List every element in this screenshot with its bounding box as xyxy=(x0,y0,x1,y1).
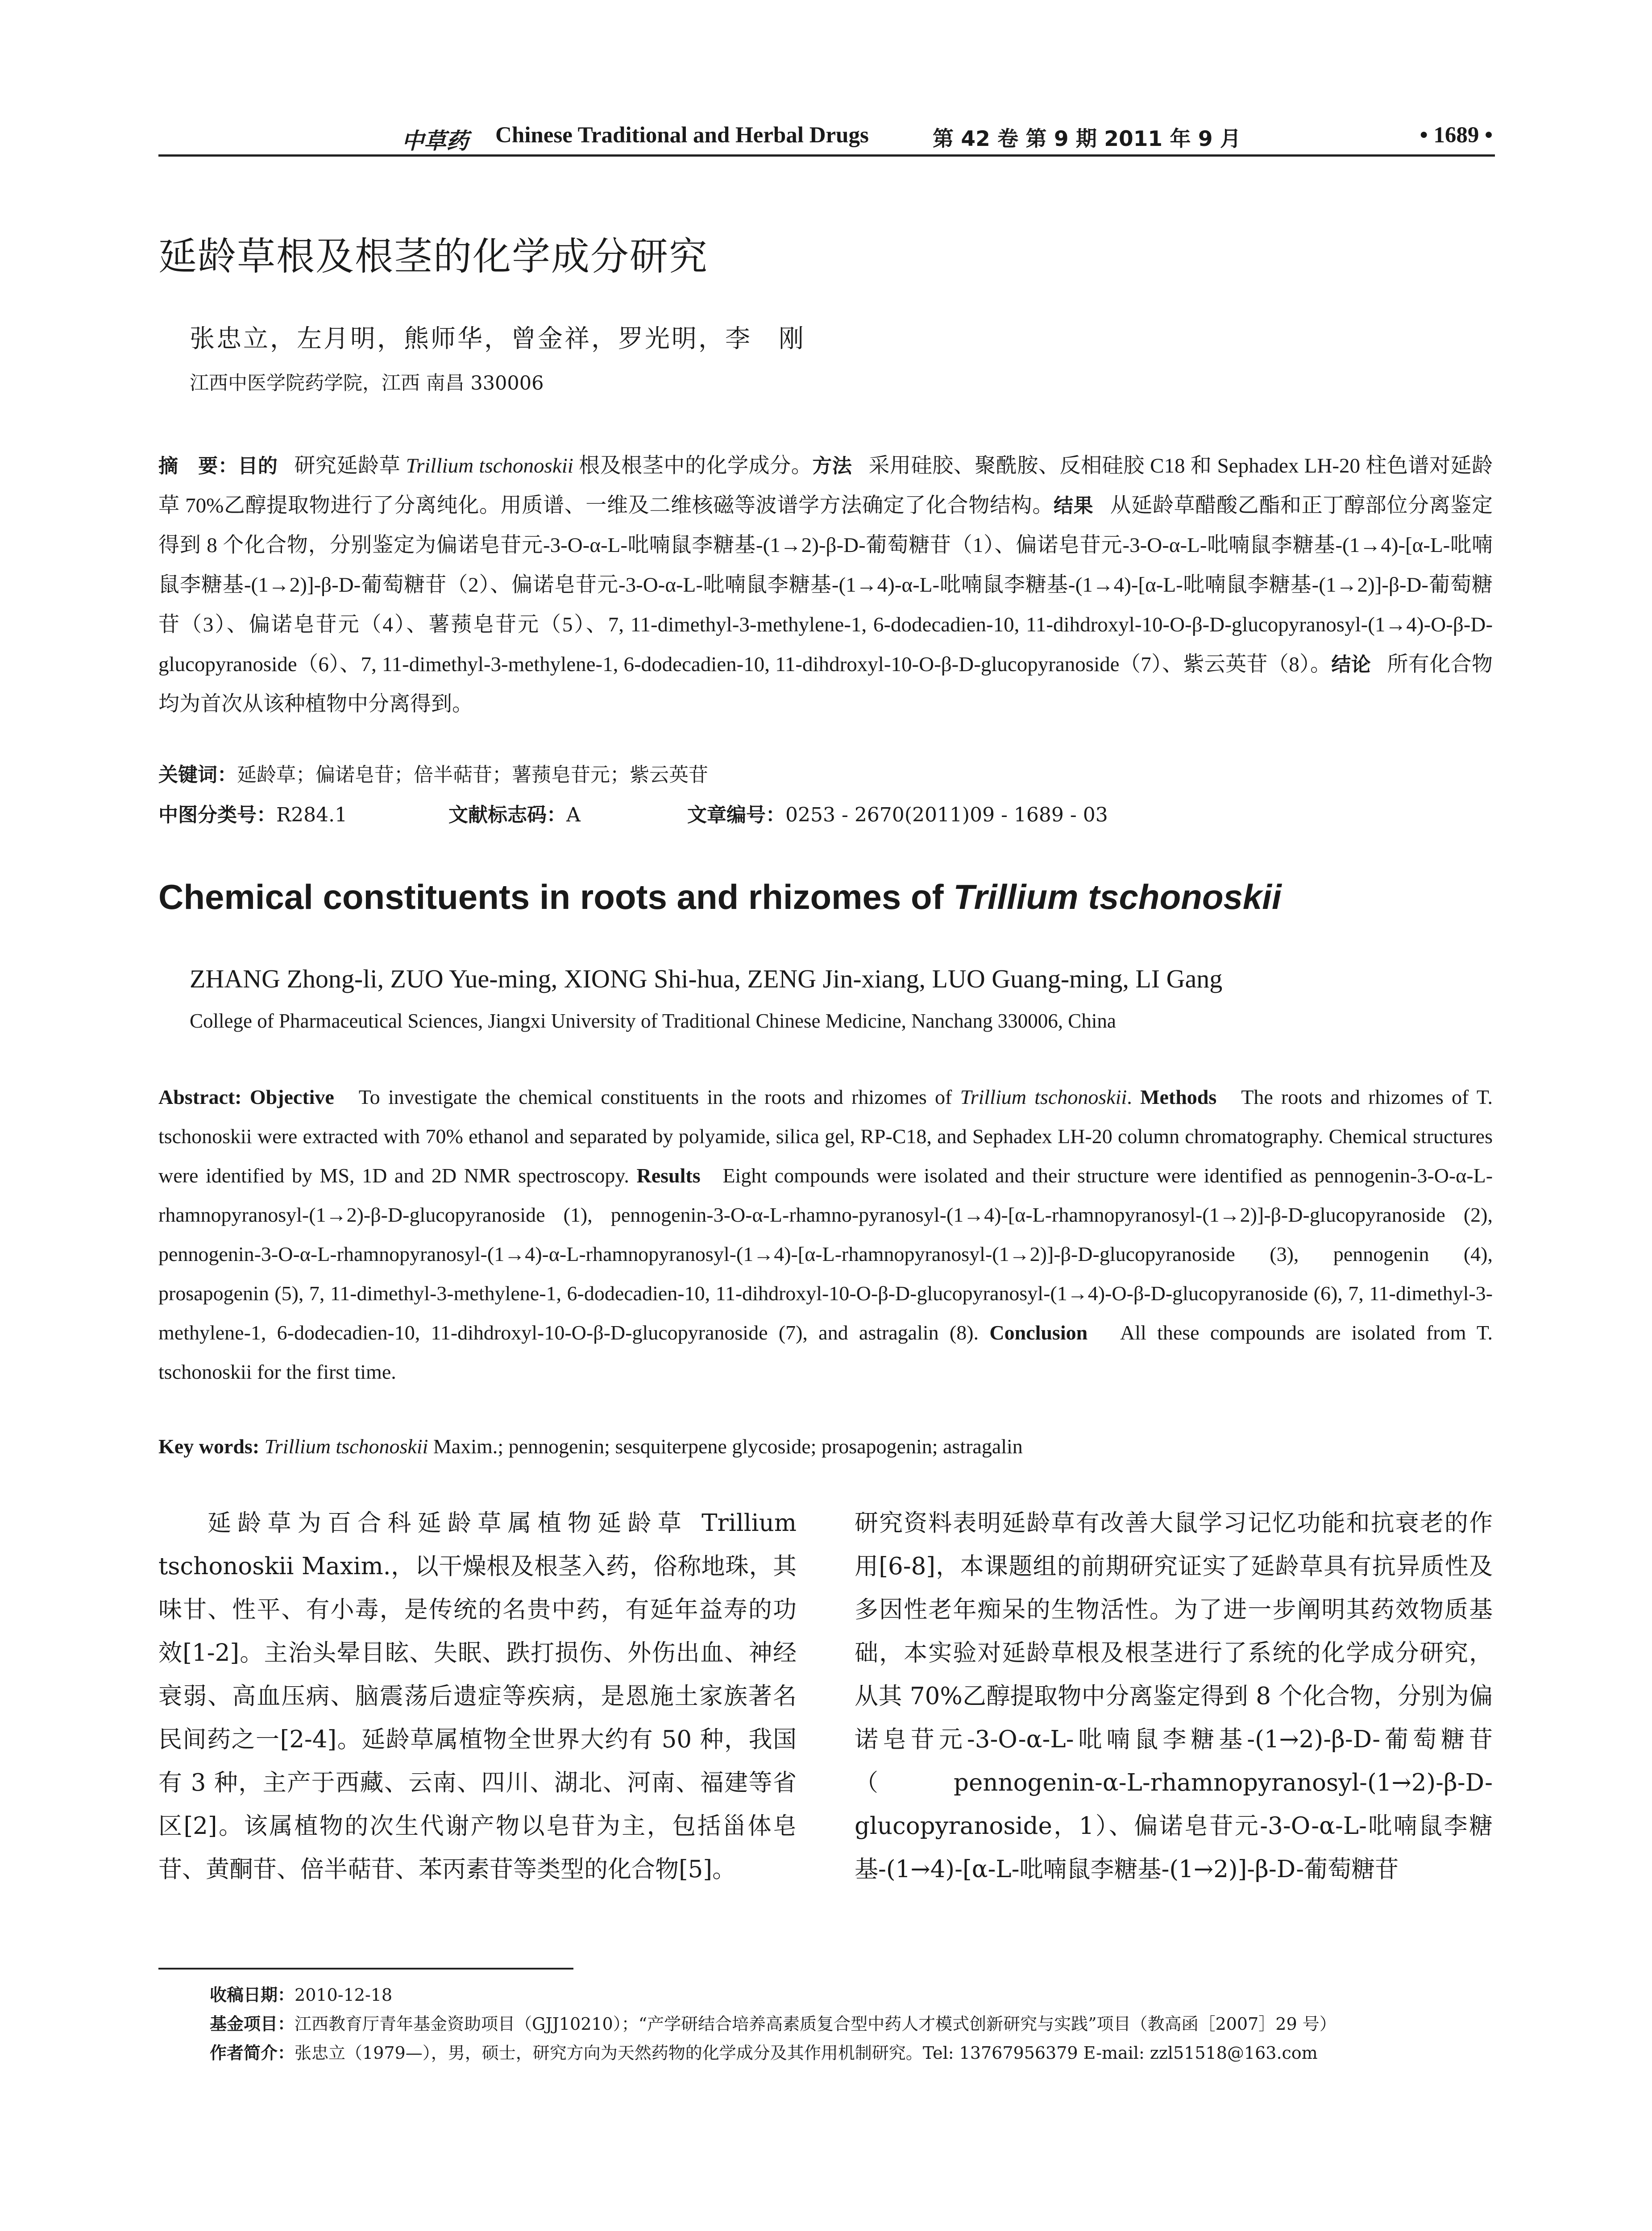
en-affiliation: College of Pharmaceutical Sciences, Jiangxi University of Traditional Chinese Medicine, Nanchang 330006, China xyxy=(190,1010,1116,1032)
en-abstract-label: Abstract: xyxy=(158,1086,242,1108)
author-label: 作者简介： xyxy=(210,2043,295,2063)
doc-code xyxy=(448,799,581,827)
en-keywords-label: Key words: xyxy=(158,1435,260,1458)
journal-name-en: Chinese Traditional and Herbal Drugs xyxy=(495,123,869,148)
en-methods-label: Methods xyxy=(1140,1086,1217,1108)
cn-objective-text-2: 根及根茎中的化学成分。 xyxy=(579,454,813,477)
en-species: Trillium tschonoskii xyxy=(960,1086,1127,1108)
cn-authors: 张忠立，左月明，熊师华，曾金祥，罗光明，李 刚 xyxy=(190,324,805,353)
doc-code-label: 文献标志码： xyxy=(448,804,566,826)
en-methods-text: The roots and rhizomes of T. tschonoskii were extracted with 70% ethanol and separated by polyamide, silica gel, RP-C18, and Sephadex LH-20 column chromatography. Chemical structures were identified by MS, 1D and 2D NMR spectroscopy. xyxy=(158,1086,1493,1187)
en-authors: ZHANG Zhong-li, ZUO Yue-ming, XIONG Shi-hua, ZENG Jin-xiang, LUO Guang-ming, LI Gang xyxy=(190,964,1223,993)
doc-code-value: A xyxy=(566,804,581,826)
article-number-value: 0253 - 2670(2011)09 - 1689 - 03 xyxy=(785,804,1108,826)
cn-objective-text: 研究延龄草 xyxy=(294,454,401,477)
en-results-label: Results xyxy=(636,1164,701,1187)
fund-label: 基金项目： xyxy=(210,2014,295,2034)
cn-methods-text: 采用硅胶、聚酰胺、反相硅胶 C18 和 Sephadex LH-20 柱色谱对延龄草 70%乙醇提取物进行了分离纯化。用质谱、一维及二维核磁等波谱学方法确定了化合物结构。 xyxy=(158,454,1493,517)
cn-conclusion-label: 结论 xyxy=(1331,653,1371,676)
en-keywords-species: Trillium tschonoskii xyxy=(264,1435,428,1458)
footnote-rule xyxy=(158,1968,573,1970)
received-date: 2010-12-18 xyxy=(295,1985,393,2005)
cn-methods-label: 方法 xyxy=(812,455,852,477)
body-right-column: 研究资料表明延龄草有改善大鼠学习记忆功能和抗衰老的作用[6-8]，本课题组的前期研究证实了延龄草具有抗异质性及多因性老年痴呆的生物活性。为了进一步阐明其药效物质基础，本实验对延龄草根及根茎进行了系统的化学成分研究，从其 70%乙醇提取物中分离鉴定得到 8 个化合物，分别为偏诺皂苷元-3-O-α-L-吡喃鼠李糖基-(1→2)-β-D-葡萄糖苷（pennogenin-α-L-rhamnopyranosyl-(1→2)-β-D-glucopyranoside，1）、偏诺皂苷元-3-O-α-L-吡喃鼠李糖基-(1→4)-[α-L-吡喃鼠李糖基-(1→2)]-β-D-葡萄糖苷 xyxy=(855,1509,1493,1883)
en-abstract: Abstract: Objective To investigate the chemical constituents in the roots and rhizomes of Trillium tschonoskii. Methods The roots and rhizomes of T. tschonoskii were extracted with 70% ethanol and separated by polyamide, silica gel, RP-C18, and Sephadex LH-20 column chromatography. Chemical structures were identified by MS, 1D and 2D NMR spectroscopy. Results Eight compounds were isolated and their structure were identified as pennogenin-3-O-α-L-rhamnopyranosyl-(1→2)-β-D-glucopyranoside (1), pennogenin-3-O-α-L-rhamno-pyranosyl-(1→4)-[α-L-rhamnopyranosyl-(1→2)]-β-D-glucopyranoside (2), pennogenin-3-O-α-L-rhamnopyranosyl-(1→4)-α-L-rhamnopyranosyl-(1→4)-[α-L-rhamnopyranosyl-(1→2)]-β-D-glucopyranoside (3), pennogenin (4), prosapogenin (5), 7, 11-dimethyl-3-methylene-1, 6-dodecadien-10, 11-dihdroxyl-10-O-β-D-glucopyranosyl-(1→4)-O-β-D-glucopyranoside (6), 7, 11-dimethyl-3-methylene-1, 6-dodecadien-10, 11-dihdroxyl-10-O-β-D-glucopyranoside (7), and astragalin (8). Conclusion All these compounds are isolated from T. tschonoskii for the first time. xyxy=(158,1086,1493,1383)
cn-abstract-label: 摘 要： xyxy=(158,455,238,477)
en-title-text: Chemical constituents in roots and rhizomes of xyxy=(158,877,944,916)
header-rule xyxy=(158,154,1495,157)
journal-name-cn: 中草药 xyxy=(402,128,469,154)
article-number-label: 文章编号： xyxy=(687,804,785,826)
issue-info: 第 42 卷 第 9 期 2011 年 9 月 xyxy=(933,127,1241,151)
cn-species: Trillium tschonoskii xyxy=(406,454,573,477)
body-left-column: 延龄草为百合科延龄草属植物延龄草 Trillium tschonoskii Maxim.，以干燥根及根茎入药，俗称地珠，其味甘、性平、有小毒，是传统的名贵中药，有延年益寿的功效[1-2]。主治头晕目眩、失眠、跌打损伤、外伤出血、神经衰弱、高血压病、脑震荡后遗症等疾病，是恩施土家族著名民间药之一[2-4]。延龄草属植物全世界大约有 50 种，我国有 3 种，主产于西藏、云南、四川、湖北、河南、福建等省区[2]。该属植物的次生代谢产物以皂苷为主，包括甾体皂苷、黄酮苷、倍半萜苷、苯丙素苷等类型的化合物[5]。 xyxy=(158,1509,797,1883)
en-results-text: Eight compounds were isolated and their structure were identified as pennogenin-3-O-α-L-rhamnopyranosyl-(1→2)-β-D-glucopyranoside (1), pennogenin-3-O-α-L-rhamno-pyranosyl-(1→4)-[α-L-rhamnopyranosyl-(1→2)]-β-D-glucopyranoside (2), pennogenin-3-O-α-L-rhamnopyranosyl-(1→4)-α-L-rhamnopyranosyl-(1→4)-[α-L-rhamnopyranosyl-(1→2)]-β-D-glucopyranoside (3), pennogenin (4), prosapogenin (5), 7, 11-dimethyl-3-methylene-1, 6-dodecadien-10, 11-dihdroxyl-10-O-β-D-glucopyranosyl-(1→4)-O-β-D-glucopyranoside (6), 7, 11-dimethyl-3-methylene-1, 6-dodecadien-10, 11-dihdroxyl-10-O-β-D-glucopyranoside (7), and astragalin (8). xyxy=(158,1164,1493,1344)
cn-objective-label: 目的 xyxy=(238,455,278,477)
author-text: 张忠立（1979—），男，硕士，研究方向为天然药物的化学成分及其作用机制研究。Tel: 13767956379 E-mail: zzl51518@163.com xyxy=(295,2043,1318,2063)
cn-classification xyxy=(158,799,1493,834)
cn-keywords xyxy=(158,759,708,787)
en-conclusion-text: All these compounds are isolated from T. tschonoskii for the first time. xyxy=(158,1321,1493,1383)
cn-title: 延龄草根及根茎的化学成分研究 xyxy=(158,234,708,279)
cn-affiliation: 江西中医学院药学院，江西 南昌 330006 xyxy=(190,372,544,394)
fund-text: 江西教育厅青年基金资助项目（GJJ10210）；“产学研结合培养高素质复合型中药人才模式创新研究与实践”项目（教高函［2007］29 号） xyxy=(295,2014,1337,2034)
en-objective-text: To investigate the chemical constituents in the roots and rhizomes of xyxy=(358,1086,952,1108)
cn-keywords-text: 延龄草；偏诺皂苷；倍半萜苷；薯蓣皂苷元；紫云英苷 xyxy=(237,763,708,786)
cn-results-text: 从延龄草醋酸乙酯和正丁醇部位分离鉴定得到 8 个化合物，分别鉴定为偏诺皂苷元-3-O-α-L-吡喃鼠李糖基-(1→2)-β-D-葡萄糖苷（1）、偏诺皂苷元-3-O-α-L-吡喃鼠李糖基-(1→4)-[α-L-吡喃鼠李糖基-(1→2)]-β-D-葡萄糖苷（2）、偏诺皂苷元-3-O-α-L-吡喃鼠李糖基-(1→4)-α-L-吡喃鼠李糖基-(1→4)-[α-L-吡喃鼠李糖基-(1→2)]-β-D-葡萄糖苷（3）、偏诺皂苷元（4）、薯蓣皂苷元（5）、7, 11-dimethyl-3-methylene-1, 6-dodecadien-10, 11-dihdroxyl-10-O-β-D-glucopyranosyl-(1→4)-O-β-D-glucopyranoside（6）、7, 11-dimethyl-3-methylene-1, 6-dodecadien-10, 11-dihdroxyl-10-O-β-D-glucopyranoside（7）、紫云英苷（8）。 xyxy=(158,494,1493,676)
cn-results-label: 结果 xyxy=(1054,494,1094,517)
en-objective-label: Objective xyxy=(249,1086,334,1108)
cn-abstract xyxy=(158,446,1493,724)
footnote-fund xyxy=(210,2010,1337,2035)
cn-keywords-label: 关键词： xyxy=(158,763,237,786)
en-conclusion-label: Conclusion xyxy=(989,1321,1088,1344)
en-keywords xyxy=(158,1435,1493,1458)
article-number xyxy=(687,799,1108,827)
running-header xyxy=(158,120,1497,154)
clc-value: R284.1 xyxy=(276,804,348,826)
received-label: 收稿日期： xyxy=(210,1985,295,2005)
clc-label: 中图分类号： xyxy=(158,804,276,826)
cn-conclusion-text: 所有化合物均为首次从该种植物中分离得到。 xyxy=(158,653,1493,716)
footnote-author xyxy=(210,2039,1318,2064)
clc-number xyxy=(158,799,347,827)
footnote-received xyxy=(210,1981,392,2006)
en-keywords-text: Maxim.; pennogenin; sesquiterpene glycoside; prosapogenin; astragalin xyxy=(433,1435,1023,1458)
en-title-species: Trillium tschonoskii xyxy=(953,877,1282,916)
page-number: • 1689 • xyxy=(1420,123,1493,148)
en-title xyxy=(158,877,1282,917)
